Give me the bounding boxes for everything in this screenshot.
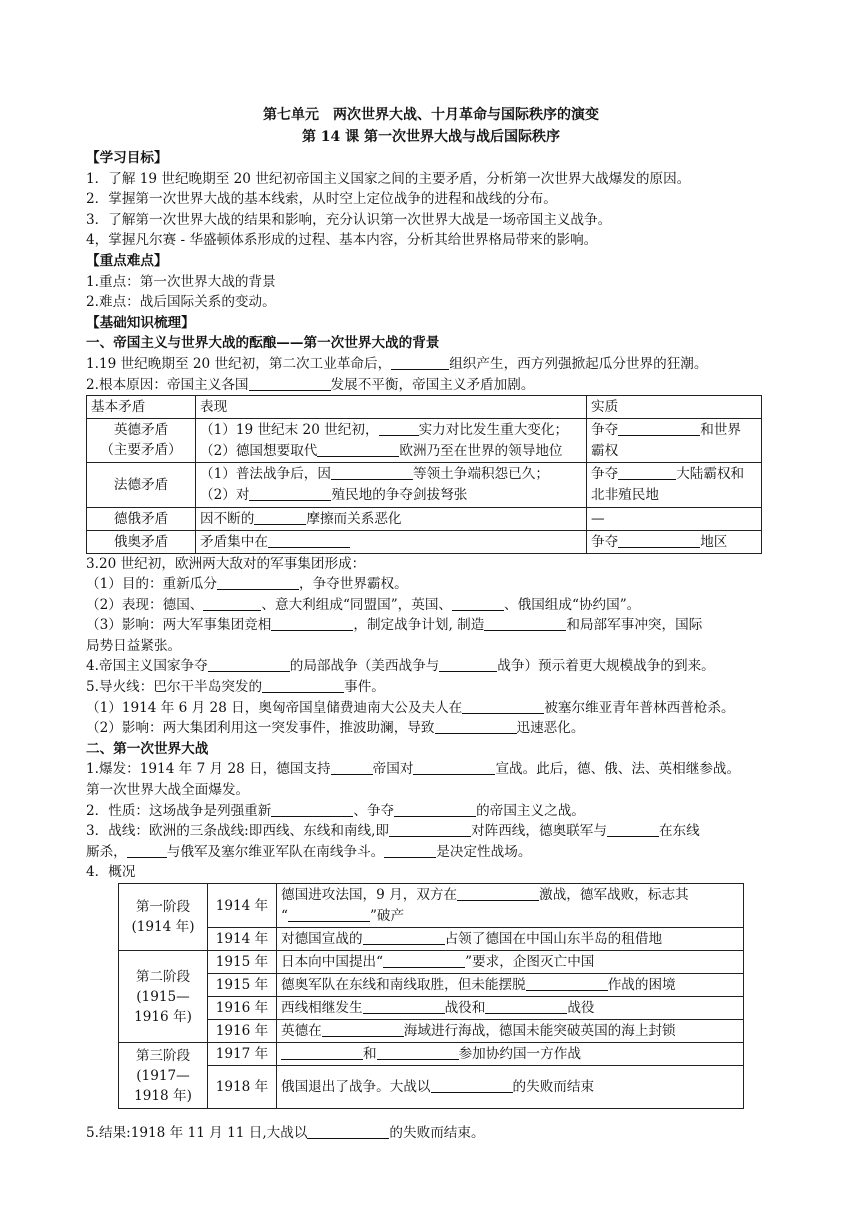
row-detail-cell — [196, 419, 587, 463]
table-row — [119, 974, 744, 997]
text: 等领土争端积怨已久； — [413, 466, 549, 483]
text: 、俄国组成“协约国”。 — [504, 596, 641, 613]
text: 发展不平衡，帝国主义矛盾加剧。 — [330, 376, 535, 393]
blank[interactable] — [271, 616, 353, 631]
blank[interactable] — [607, 822, 659, 837]
row-essence-cell — [587, 463, 762, 507]
blank[interactable] — [249, 486, 331, 501]
row-name-cell — [87, 419, 196, 463]
s2-line3 — [86, 821, 776, 842]
text: 宣战。此后，德、俄、法、英相继参战。 — [495, 761, 741, 778]
row-subname: （主要矛盾） — [100, 442, 182, 459]
text: 德奥军队在东线和南线取胜，但未能摆脱 — [281, 977, 526, 994]
text: （1）目的：重新瓜分 — [86, 576, 217, 593]
text: 摩擦而关系恶化 — [306, 510, 402, 527]
blank[interactable] — [452, 596, 504, 611]
table-row — [119, 1043, 744, 1066]
blank[interactable] — [322, 1022, 404, 1037]
blank[interactable] — [377, 1045, 459, 1060]
text: 北非殖民地 — [591, 486, 659, 503]
event-cell — [277, 997, 744, 1020]
phase-label: 第三阶段 — [135, 1047, 191, 1064]
goal-item: 1．了解 19 世纪晚期至 20 世纪初帝国主义国家之间的主要矛盾，分析第一次世界大战爆发的原因。 — [86, 170, 691, 187]
text: 、意大利组成“同盟国”，英国、 — [261, 596, 453, 613]
event-cell — [277, 1043, 744, 1066]
keypoint-item: 1.重点：第一次世界大战的背景 — [86, 273, 276, 290]
text: 激战，德军战败，标志其 — [539, 887, 689, 903]
row-detail-cell — [196, 463, 587, 507]
blank[interactable] — [389, 822, 471, 837]
blank[interactable] — [217, 575, 299, 590]
text: 厮杀， — [86, 843, 127, 860]
blank[interactable] — [526, 976, 608, 991]
table-row — [119, 928, 744, 951]
s2-line5 — [86, 1123, 776, 1144]
war-overview-table — [118, 883, 744, 1109]
text: 2．性质：这场战争是列强重新 — [86, 802, 272, 819]
blank[interactable] — [331, 465, 413, 480]
s2-line1b: 第一次世界大战全面爆发。 — [86, 782, 250, 799]
text: （2）德国想要取代 — [200, 442, 318, 459]
blank[interactable] — [435, 719, 517, 734]
text: 战役 — [567, 1000, 595, 1017]
phase-years: 1918 年) — [134, 1087, 192, 1104]
text: 英德在 — [281, 1023, 322, 1040]
text: 和局部军事冲突，国际 — [566, 617, 703, 634]
text: 地区 — [700, 533, 728, 550]
text: 4.帝国主义国家争夺 — [86, 658, 208, 675]
text: 参加协约国一方作战 — [458, 1046, 581, 1063]
table-row — [87, 530, 762, 553]
table-row — [87, 507, 762, 530]
phase-cell — [119, 884, 208, 951]
document-page — [86, 104, 776, 1144]
phase-years: 1916 年) — [134, 1008, 192, 1025]
blank[interactable] — [383, 953, 465, 968]
text: （2）对 — [200, 486, 250, 503]
blank[interactable] — [457, 886, 539, 901]
text: （3）影响：两大军事集团竞相 — [86, 617, 272, 634]
s2-line1 — [86, 759, 776, 780]
text: 和 — [363, 1046, 377, 1063]
text: 迅速恶化。 — [516, 720, 585, 737]
text: 霸权 — [591, 442, 619, 459]
year-cell: 1916 年 — [208, 997, 277, 1020]
text: 的失败而结束 — [512, 1079, 595, 1096]
blank[interactable] — [268, 533, 350, 548]
s2-line2 — [86, 801, 776, 822]
row-detail-cell — [196, 530, 587, 553]
year-cell: 1915 年 — [208, 951, 277, 974]
text: 5.结果:1918 年 11 月 11 日,大战以 — [86, 1125, 308, 1142]
text: ，制定战争计划, 制造 — [353, 617, 485, 634]
row-essence-cell — [587, 530, 762, 553]
blank[interactable] — [363, 999, 445, 1014]
s1-line4 — [86, 656, 776, 677]
text: 和世界 — [700, 422, 741, 439]
row-essence-cell: — — [587, 507, 762, 530]
row-detail-cell — [196, 507, 587, 530]
text: （2）影响：两大集团利用这一突发事件，推波助澜，导致 — [86, 720, 435, 737]
event-cell — [277, 884, 744, 928]
blank[interactable] — [379, 421, 419, 436]
basics-heading: 【基础知识梳理】 — [86, 314, 195, 331]
contradictions-table — [86, 395, 762, 553]
text: 2.根本原因：帝国主义各国 — [86, 376, 249, 393]
text: 事件。 — [344, 679, 385, 696]
s2-line3b — [86, 842, 776, 863]
phase-cell — [119, 1043, 208, 1109]
s1-line5-2 — [86, 718, 776, 739]
table-row — [119, 1020, 744, 1043]
blank[interactable] — [363, 930, 445, 945]
s1-line3-1 — [86, 574, 776, 595]
s1-line5 — [86, 677, 776, 698]
text: （1）1914 年 6 月 28 日，奥匈帝国皇储费迪南大公及夫人在 — [86, 699, 463, 716]
text: ”要求，企图灭亡中国 — [465, 954, 595, 971]
goal-item: 4，掌握凡尔赛 - 华盛顿体系形成的过程、基本内容，分析其给世界格局带来的影响。 — [86, 232, 598, 249]
section2-heading: 二、第一次世界大战 — [86, 740, 209, 757]
blank[interactable] — [413, 760, 495, 775]
section1-heading: 一、帝国主义与世界大战的酝酿——第一次世界大战的背景 — [86, 335, 440, 352]
header-cell: 表现 — [196, 396, 587, 419]
blank[interactable] — [431, 1078, 513, 1093]
text: 争夺 — [591, 422, 619, 439]
header-cell: 实质 — [587, 396, 762, 419]
text: （1）19 世纪末 20 世纪初， — [200, 422, 379, 439]
text: 对德国宣战的 — [281, 931, 363, 948]
row-name-cell: 俄奥矛盾 — [87, 530, 196, 553]
text: 5.导火线：巴尔干半岛突发的 — [86, 679, 263, 696]
blank[interactable] — [203, 596, 261, 611]
text: 的局部战争（美西战争与 — [289, 658, 440, 675]
blank[interactable] — [307, 1124, 389, 1139]
text: 俄国退出了战争。大战以 — [281, 1079, 431, 1096]
text: 的失败而结束。 — [389, 1125, 485, 1142]
event-cell — [277, 974, 744, 997]
blank[interactable] — [394, 802, 476, 817]
blank[interactable] — [618, 421, 700, 436]
blank[interactable] — [208, 657, 290, 672]
text: 3．战线：欧洲的三条战线:即西线、东线和南线,即 — [86, 823, 390, 840]
event-cell — [277, 928, 744, 951]
text: 殖民地的争夺剑拔弩张 — [331, 486, 468, 503]
blank[interactable] — [249, 376, 331, 391]
year-cell: 1914 年 — [208, 884, 277, 928]
text: 西线相继发生 — [281, 1000, 363, 1017]
text: 争夺 — [591, 533, 619, 550]
table-row — [87, 463, 762, 507]
blank[interactable] — [288, 907, 370, 922]
phase-years: (1914 年) — [131, 919, 195, 936]
row-name-cell: 法德矛盾 — [87, 463, 196, 507]
phase-years: (1917— — [136, 1067, 190, 1084]
blank[interactable] — [254, 510, 306, 525]
text: 日本向中国提出“ — [281, 954, 384, 971]
text: 在东线 — [658, 823, 700, 840]
text: 争夺 — [591, 466, 619, 483]
text: 被塞尔维亚青年普林西普枪杀。 — [544, 699, 735, 716]
phase-label: 第一阶段 — [135, 899, 191, 916]
blank[interactable] — [262, 678, 344, 693]
text: 是决定性战场。 — [436, 843, 532, 860]
table-row — [87, 419, 762, 463]
text: 矛盾集中在 — [200, 533, 268, 550]
table-header-row — [87, 396, 762, 419]
text: 的帝国主义之战。 — [476, 802, 585, 819]
blank[interactable] — [618, 533, 700, 548]
year-cell: 1917 年 — [208, 1043, 277, 1066]
row-essence-cell — [587, 419, 762, 463]
row-name: 英德矛盾 — [113, 422, 169, 439]
text: ”破产 — [369, 907, 405, 924]
blank[interactable] — [485, 999, 567, 1014]
year-cell: 1918 年 — [208, 1066, 277, 1109]
phase-cell — [119, 951, 208, 1043]
text: 德国进攻法国，9 月，双方在 — [281, 887, 458, 903]
keypoint-item: 2.难点：战后国际关系的变动。 — [86, 294, 276, 311]
s1-line1 — [86, 354, 776, 375]
text: 欧洲乃至在世界的领导地位 — [399, 442, 563, 459]
text: 对阵西线，德奥联军与 — [471, 823, 607, 840]
year-cell: 1915 年 — [208, 974, 277, 997]
table-row — [119, 951, 744, 974]
header-cell: 基本矛盾 — [87, 396, 196, 419]
blank[interactable] — [331, 760, 373, 775]
text: 占领了德国在中国山东半岛的租借地 — [444, 931, 663, 948]
text: （2）表现：德国、 — [86, 596, 204, 613]
blank[interactable] — [462, 699, 544, 714]
text: 因不断的 — [200, 510, 255, 527]
blank[interactable] — [384, 843, 436, 858]
goal-item: 2．掌握第一次世界大战的基本线索，从时空上定位战争的进程和战线的分布。 — [86, 191, 557, 208]
text: 帝国对 — [372, 761, 414, 778]
lesson-title: 第 14 课 第一次世界大战与战后国际秩序 — [301, 129, 561, 145]
event-cell — [277, 1066, 744, 1109]
goals-heading: 【学习目标】 — [86, 150, 168, 166]
event-cell — [277, 1020, 744, 1043]
s1-line3: 3.20 世纪初，欧洲两大敌对的军事集团形成： — [86, 555, 366, 572]
phase-years: (1915— — [136, 988, 190, 1005]
event-cell — [277, 951, 744, 974]
blank[interactable] — [127, 843, 167, 858]
blank[interactable] — [439, 657, 497, 672]
s1-line3-3b: 局势日益紧张。 — [86, 637, 182, 654]
s1-line3-3 — [86, 615, 776, 636]
blank[interactable] — [281, 1045, 363, 1060]
text: 战争）预示着更大规模战争的到来。 — [497, 658, 715, 675]
text: 、争夺 — [353, 802, 395, 819]
text: （1）普法战争后，因 — [200, 466, 331, 483]
table-row — [119, 997, 744, 1020]
table-row — [119, 884, 744, 928]
blank[interactable] — [317, 442, 399, 457]
blank[interactable] — [618, 465, 676, 480]
blank[interactable] — [391, 355, 449, 370]
row-name-cell: 德俄矛盾 — [87, 507, 196, 530]
text: 1.爆发：1914 年 7 月 28 日，德国支持 — [86, 761, 331, 778]
text: 实力对比发生重大变化； — [418, 422, 569, 439]
year-cell: 1916 年 — [208, 1020, 277, 1043]
text: ，争夺世界霸权。 — [299, 576, 408, 593]
goal-item: 3．了解第一次世界大战的结果和影响，充分认识第一次世界大战是一场帝国主义战争。 — [86, 211, 612, 228]
blank[interactable] — [484, 616, 566, 631]
unit-title: 第七单元 两次世界大战、十月革命与国际秩序的演变 — [263, 107, 599, 123]
s2-line4: 4．概况 — [86, 864, 136, 881]
text: 与俄军及塞尔维亚军队在南线争斗。 — [166, 843, 385, 860]
table-row — [119, 1066, 744, 1109]
text: 战役和 — [444, 1000, 486, 1017]
year-cell: 1914 年 — [208, 928, 277, 951]
s1-line5-1 — [86, 698, 776, 719]
s1-line2 — [86, 375, 776, 396]
text: 组织产生，西方列强掀起瓜分世界的狂潮。 — [449, 355, 708, 372]
blank[interactable] — [271, 802, 353, 817]
s1-line3-2 — [86, 595, 776, 616]
text: 海域进行海战，德国未能突破英国的海上封锁 — [403, 1023, 676, 1040]
keypoints-heading: 【重点难点】 — [86, 252, 168, 269]
phase-label: 第二阶段 — [135, 968, 191, 985]
text: 作战的困境 — [607, 977, 676, 994]
text: 1.19 世纪晚期至 20 世纪初，第二次工业革命后， — [86, 355, 392, 372]
text: “ — [281, 907, 288, 924]
text: 大陆霸权和 — [676, 466, 745, 483]
